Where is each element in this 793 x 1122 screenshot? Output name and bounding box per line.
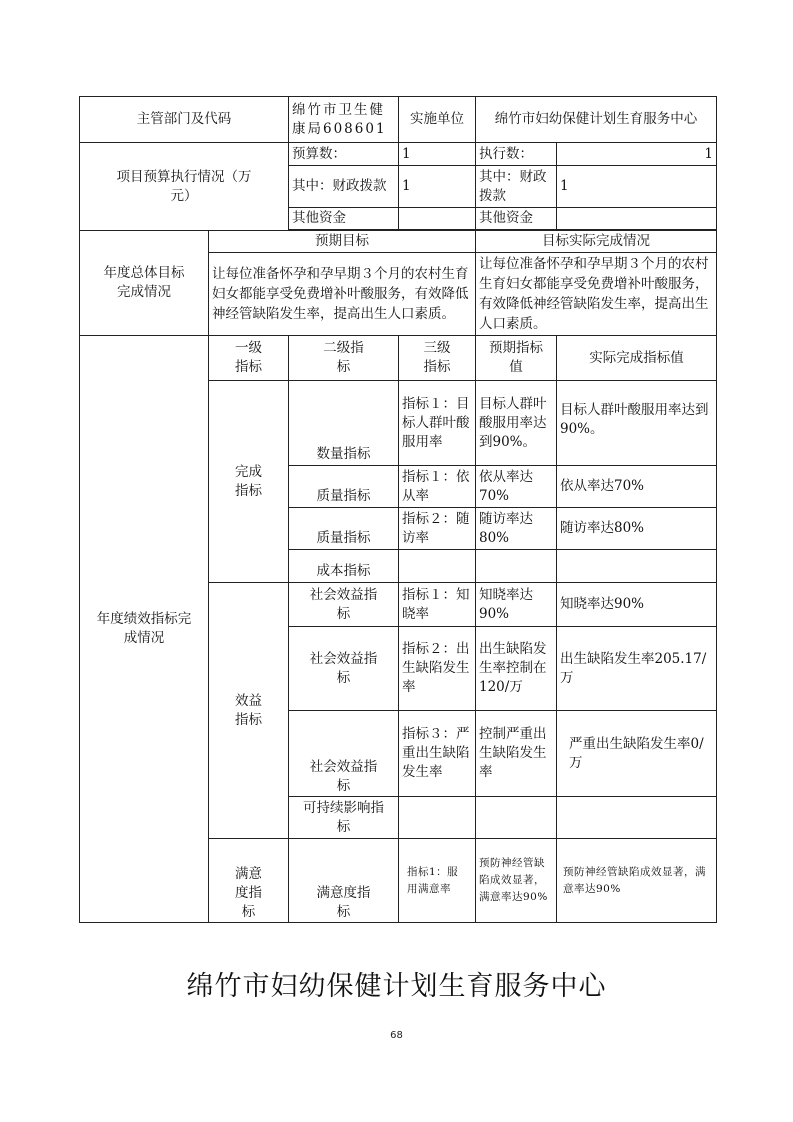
col-actual: 实际完成指标值 <box>557 336 717 381</box>
expected-cell: 预防神经管缺陷成效显著，满意率达90% <box>476 839 557 923</box>
budget-value: 1 <box>399 143 476 166</box>
level3-cell: 指标１：目标人群叶酸服用率 <box>399 381 476 466</box>
unit-value: 绵竹市妇幼保健计划生育服务中心 <box>476 97 717 143</box>
expected-cell: 依从率达70% <box>476 466 557 508</box>
actual-goal-text: 让每位准备怀孕和孕早期３个月的农村生育妇女都能享受免费增补叶酸服务，有效降低神经管缺陷发生率，提高出生人口素质。 <box>476 253 717 336</box>
col-level2: 二级指标 <box>289 336 399 381</box>
expected-goal-header: 预期目标 <box>209 231 476 253</box>
other-budget <box>399 208 476 230</box>
actual-cell <box>557 797 717 839</box>
actual-cell: 严重出生缺陷发生率0/万 <box>557 711 717 797</box>
expected-cell <box>476 550 557 583</box>
fiscal-label: 其中：财政拨款 <box>289 166 399 208</box>
center-name-heading: 绵竹市妇幼保健计划生育服务中心 <box>186 971 607 1002</box>
level2-cell: 社会效益指标 <box>289 711 399 797</box>
page-number: 68 <box>390 1030 403 1041</box>
level3-cell: 指标１：知晓率 <box>399 583 476 627</box>
expected-cell: 知晓率达90% <box>476 583 557 627</box>
perf-label: 年度绩效指标完成情况 <box>80 336 209 923</box>
level3-cell: 指标２：随访率 <box>399 508 476 550</box>
group-satisfaction: 满意度指标 <box>209 839 289 923</box>
level3-cell: 指标1：服用满意率 <box>399 839 476 923</box>
level3-cell: 指标１：依从率 <box>399 466 476 508</box>
exec-value: 1 <box>557 143 717 166</box>
expected-goal-text: 让每位准备怀孕和孕早期３个月的农村生育妇女都能享受免费增补叶酸服务，有效降低神经管缺陷发生率，提高出生人口素质。 <box>209 253 476 336</box>
col-level1: 一级指标 <box>209 336 289 381</box>
annual-goal-label: 年度总体目标完成情况 <box>80 231 209 336</box>
group-benefit: 效益指标 <box>209 583 289 839</box>
unit-label: 实施单位 <box>399 97 476 143</box>
level2-cell: 成本指标 <box>289 550 399 583</box>
fiscal-budget: 1 <box>399 166 476 208</box>
budget-label: 预算数： <box>289 143 399 166</box>
actual-cell: 依从率达70% <box>557 466 717 508</box>
expected-cell: 出生缺陷发生率控制在120/万 <box>476 627 557 711</box>
actual-cell: 知晓率达90% <box>557 583 717 627</box>
other-label: 其他资金 <box>289 208 399 230</box>
level2-cell: 数量指标 <box>289 381 399 466</box>
level2-cell: 质量指标 <box>289 508 399 550</box>
other-exec <box>557 208 717 230</box>
expected-cell: 控制严重出生缺陷发生率 <box>476 711 557 797</box>
actual-cell: 目标人群叶酸服用率达到90%。 <box>557 381 717 466</box>
level2-cell: 可持续影响指标 <box>289 797 399 839</box>
performance-table-sheet <box>79 96 716 919</box>
level2-cell: 质量指标 <box>289 466 399 508</box>
col-expected: 预期指标值 <box>476 336 557 381</box>
exec-label: 执行数： <box>476 143 557 166</box>
actual-cell <box>557 550 717 583</box>
level3-cell <box>399 797 476 839</box>
level2-cell: 社会效益指标 <box>289 583 399 627</box>
level3-cell: 指标３：严重出生缺陷发生率 <box>399 711 476 797</box>
fiscal-exec: 1 <box>557 166 717 208</box>
fiscal-exec-label: 其中：财政拨款 <box>476 166 557 208</box>
actual-cell: 出生缺陷发生率205.17/万 <box>557 627 717 711</box>
performance-table <box>79 96 717 923</box>
actual-cell: 随访率达80% <box>557 508 717 550</box>
level2-cell: 满意度指标 <box>289 839 399 923</box>
other-exec-label: 其他资金 <box>476 208 557 230</box>
actual-cell: 预防神经管缺陷成效显著，满意率达90% <box>557 839 717 923</box>
dept-value: 绵竹市卫生健康局608601 <box>289 97 399 143</box>
level3-cell: 指标２：出生缺陷发生率 <box>399 627 476 711</box>
expected-cell: 随访率达80% <box>476 508 557 550</box>
level3-cell <box>399 550 476 583</box>
col-level3: 三级指标 <box>399 336 476 381</box>
dept-label: 主管部门及代码 <box>80 97 289 143</box>
actual-goal-header: 目标实际完成情况 <box>476 231 717 253</box>
group-completion: 完成指标 <box>209 381 289 583</box>
expected-cell <box>476 797 557 839</box>
expected-cell: 目标人群叶酸服用率达到90%。 <box>476 381 557 466</box>
budget-section-label: 项目预算执行情况（万元） <box>80 143 289 231</box>
level2-cell: 社会效益指标 <box>289 627 399 711</box>
